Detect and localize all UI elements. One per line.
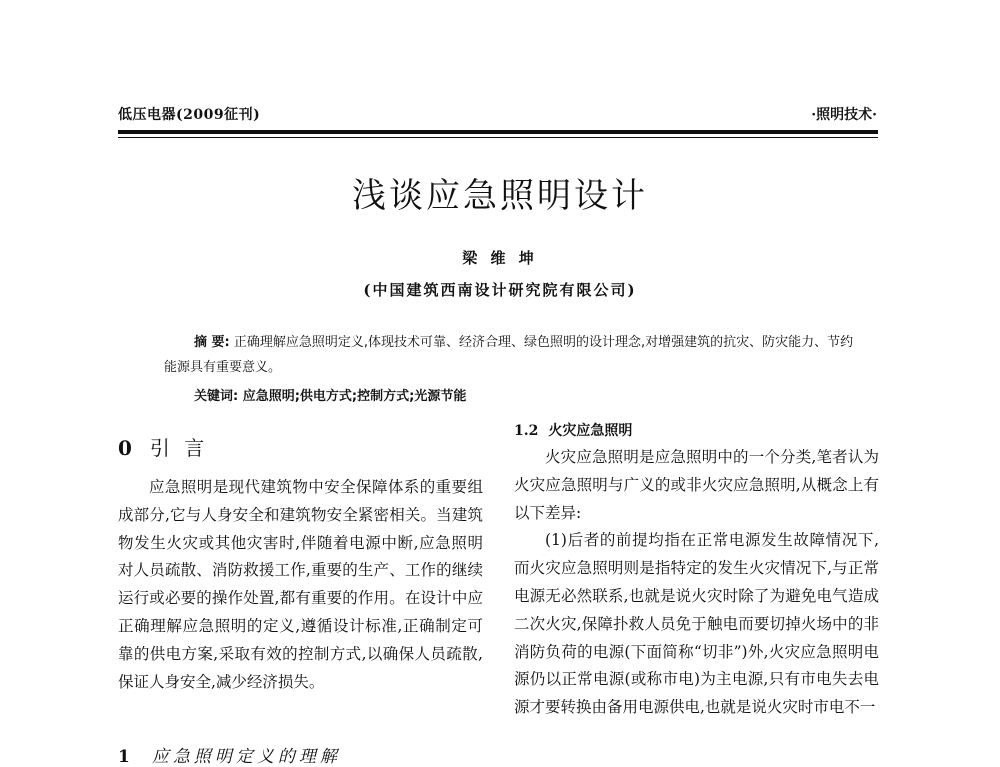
keywords-label: 关键词: [194, 389, 239, 404]
subsection-title: 火灾应急照明 [548, 423, 633, 439]
right-column [514, 444, 879, 722]
intro-paragraph: 应急照明是现代建筑物中安全保障体系的重要组成部分,它与人身安全和建筑物安全紧密相关。当建筑物发生火灾或其他灾害时,伴随着电源中断,应急照明对人员疏散、消防救援工作,重要的生产、工作的继续运行或必要的操作处置,都有重要的作用。在设计中应正确理解应急照明的定义,遵循设计标准,正确制定可靠的供电方案,采取有效的控制方式,以确保人员疏散,保证人身安全,减少经济损失。 [118, 478, 483, 691]
keywords-text: 应急照明;供电方式;控制方式;光源节能 [242, 389, 467, 404]
author-name: 梁 维 坤 [462, 249, 538, 267]
header-rule-thick [118, 130, 878, 134]
keywords [194, 385, 466, 404]
header-rule-thin [118, 137, 878, 138]
abstract-text: 正确理解应急照明定义,体现技术可靠、经济合理、绿色照明的设计理念,对增强建筑的抗灾、防灾能力、节约能源具有重要意义。 [164, 335, 854, 375]
paragraph-fire-emergency-lighting: 火灾应急照明是应急照明中的一个分类,笔者认为火灾应急照明与广义的或非火灾应急照明,从概念上有以下差异: [514, 448, 879, 522]
left-column [118, 474, 483, 696]
running-header-journal: 低压电器(2009征刊) [118, 107, 261, 123]
subsection-number: 1.2 [514, 423, 539, 439]
running-header-section: ·照明技术· [811, 107, 877, 123]
paragraph-difference-1: (1)后者的前提均指在正常电源发生故障情况下,而火灾应急照明则是指特定的发生火灾情况下,与正常电源无必然联系,也就是说火灾时除了为避免电气造成二次火灾,保障扑救人员免于触电而要切掉火场中的非消防负荷的电源(下面简称“切非”)外,火灾应急照明电源仍以正常电源(或称市电)为主电源,只有市电失去电源才要转换由备用电源供电,也就是说火灾时市电不一 [514, 531, 879, 717]
section-title: 引 言 [149, 436, 209, 460]
section-number: 0 [118, 436, 136, 460]
abstract-label: 摘 要: [194, 335, 230, 350]
subsection-heading-1-2 [514, 420, 632, 440]
section-title: 应急照明定义的理解 [151, 747, 341, 767]
author-affiliation: (中国建筑西南设计研究院有限公司) [363, 281, 637, 299]
article-title: 浅谈应急照明设计 [352, 176, 648, 216]
abstract [164, 330, 854, 380]
section-heading-1 [118, 742, 341, 767]
section-number: 1 [118, 747, 134, 767]
section-heading-intro [118, 432, 208, 461]
